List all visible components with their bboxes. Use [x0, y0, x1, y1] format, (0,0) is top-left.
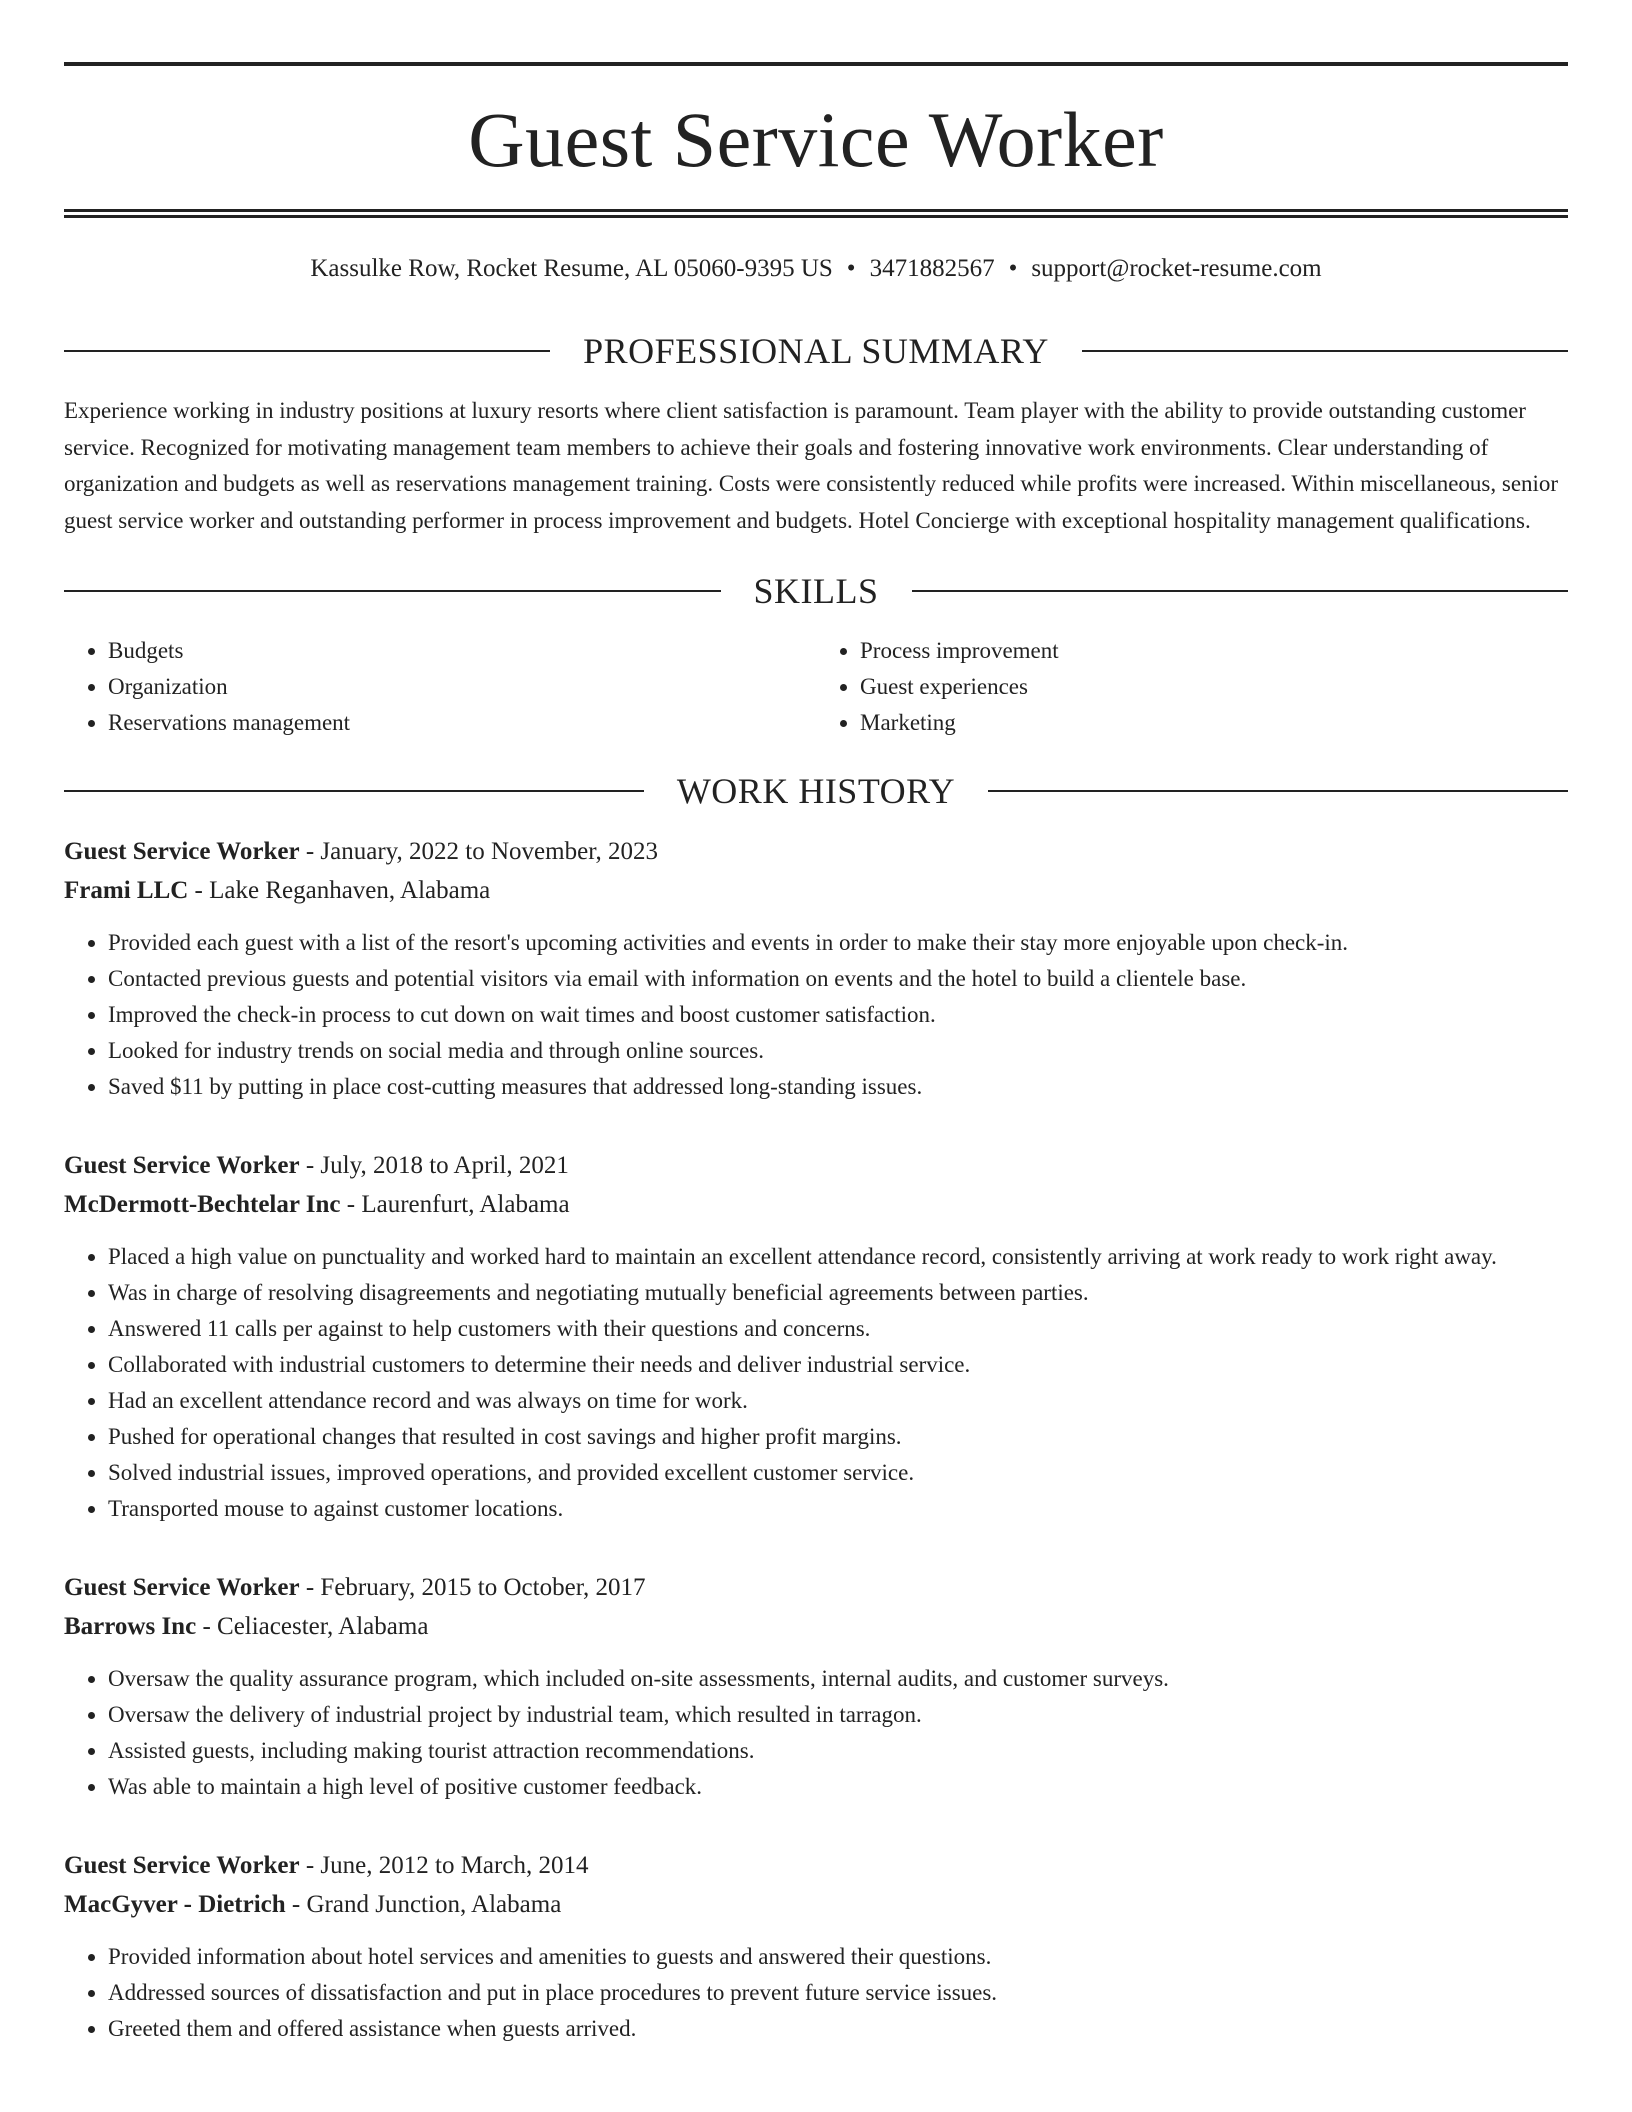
heading-rule — [64, 350, 550, 352]
job-bullet: • Provided information about hotel services and amenities to guests and answered their questions. — [108, 1939, 1568, 1975]
skill-item: • Budgets — [108, 633, 816, 669]
summary-text: Experience working in industry positions at luxury resorts where client satisfaction is paramount. Team player with the ability to provide outstanding customer service. Recognized for motivating management team members to achieve their goals and fostering innovative work environments. Clear understanding of organization and budgets as well as reservations management training. Costs were consistently reduced while profits were increased. Within miscellaneous, senior guest service worker and outstanding performer in process improvement and budgets. Hotel Concierge with exceptional hospitality management qualifications. — [64, 398, 1559, 533]
contact-separator: • — [1008, 255, 1018, 282]
skill-item: • Process improvement — [860, 633, 1568, 669]
job-bullets — [64, 1661, 1568, 1805]
work-history-heading — [64, 773, 1568, 809]
job-dates: - June, 2012 to March, 2014 — [299, 1852, 589, 1879]
job-bullets — [64, 925, 1568, 1105]
job-dates: - February, 2015 to October, 2017 — [299, 1574, 646, 1601]
summary-heading-label: PROFESSIONAL SUMMARY — [583, 331, 1049, 371]
heading-rule — [912, 590, 1569, 592]
job-dates: - July, 2018 to April, 2021 — [299, 1152, 569, 1179]
contact-email: support@rocket-resume.com — [1031, 255, 1322, 282]
job-bullet: • Answered 11 calls per against to help customers with their questions and concerns. — [108, 1311, 1568, 1347]
job-company-line — [64, 1192, 1568, 1217]
skills-column-right — [816, 633, 1568, 741]
job-title-line — [64, 1153, 1568, 1178]
job-location: - Laurenfurt, Alabama — [340, 1191, 570, 1218]
skills-column-left — [64, 633, 816, 741]
job-title-line — [64, 839, 1568, 864]
skills-list — [64, 633, 1568, 741]
double-rule — [64, 209, 1568, 218]
job-title: Guest Service Worker — [64, 1152, 300, 1179]
work-history-heading-label: WORK HISTORY — [676, 771, 956, 811]
job-bullet: • Greeted them and offered assistance when guests arrived. — [108, 2011, 1568, 2047]
job-company: McDermott-Bechtelar Inc — [64, 1191, 341, 1218]
contact-separator: • — [846, 255, 856, 282]
job-bullet: • Solved industrial issues, improved operations, and provided excellent customer service. — [108, 1455, 1568, 1491]
job-bullets — [64, 1939, 1568, 2047]
job-location: - Celiacester, Alabama — [196, 1613, 429, 1640]
job-title: Guest Service Worker — [64, 838, 300, 865]
job-entry — [64, 839, 1568, 1105]
job-bullet: • Was in charge of resolving disagreements and negotiating mutually beneficial agreements between parties. — [108, 1275, 1568, 1311]
summary-heading — [64, 333, 1568, 369]
skill-item: • Guest experiences — [860, 669, 1568, 705]
job-bullet: • Pushed for operational changes that resulted in cost savings and higher profit margins. — [108, 1419, 1568, 1455]
heading-rule — [64, 790, 644, 792]
contact-address: Kassulke Row, Rocket Resume, AL 05060-9395 US — [310, 255, 833, 282]
job-bullet: • Provided each guest with a list of the resort's upcoming activities and events in order to make their stay more enjoyable upon check-in. — [108, 925, 1568, 961]
job-location: - Lake Reganhaven, Alabama — [188, 877, 491, 904]
job-bullet: • Oversaw the delivery of industrial project by industrial team, which resulted in tarragon. — [108, 1697, 1568, 1733]
job-location: - Grand Junction, Alabama — [285, 1891, 562, 1918]
job-bullet: • Addressed sources of dissatisfaction and put in place procedures to prevent future service issues. — [108, 1975, 1568, 2011]
job-bullet: • Improved the check-in process to cut down on wait times and boost customer satisfaction. — [108, 997, 1568, 1033]
heading-rule — [1082, 350, 1568, 352]
job-bullet: • Was able to maintain a high level of positive customer feedback. — [108, 1769, 1568, 1805]
job-bullet: • Collaborated with industrial customers to determine their needs and deliver industrial service. — [108, 1347, 1568, 1383]
resume-name: Guest Service Worker — [468, 96, 1164, 183]
skills-heading — [64, 573, 1568, 609]
job-company-line — [64, 878, 1568, 903]
contact-phone: 3471882567 — [869, 255, 995, 282]
job-title: Guest Service Worker — [64, 1852, 300, 1879]
skills-heading-label: SKILLS — [753, 571, 879, 611]
skill-item: • Marketing — [860, 705, 1568, 741]
contact-line — [64, 256, 1568, 281]
skill-item: • Reservations management — [108, 705, 816, 741]
top-rule — [64, 62, 1568, 66]
job-title: Guest Service Worker — [64, 1574, 300, 1601]
job-bullet: • Contacted previous guests and potential visitors via email with information on events and the hotel to build a clientele base. — [108, 961, 1568, 997]
job-dates: - January, 2022 to November, 2023 — [299, 838, 659, 865]
job-entry — [64, 1853, 1568, 2047]
job-bullet: • Had an excellent attendance record and was always on time for work. — [108, 1383, 1568, 1419]
job-entry — [64, 1153, 1568, 1527]
job-bullet: • Placed a high value on punctuality and worked hard to maintain an excellent attendance record, consistently arriving at work ready to work right away. — [108, 1239, 1568, 1275]
job-bullet: • Oversaw the quality assurance program, which included on-site assessments, internal audits, and customer surveys. — [108, 1661, 1568, 1697]
job-company-line — [64, 1614, 1568, 1639]
job-bullet: • Saved $11 by putting in place cost-cutting measures that addressed long-standing issues. — [108, 1069, 1568, 1105]
job-title-line — [64, 1575, 1568, 1600]
skill-item: • Organization — [108, 669, 816, 705]
heading-rule — [64, 590, 721, 592]
job-company: Barrows Inc — [64, 1613, 197, 1640]
job-bullet: • Transported mouse to against customer locations. — [108, 1491, 1568, 1527]
job-company: Frami LLC — [64, 877, 189, 904]
job-bullets — [64, 1239, 1568, 1527]
heading-rule — [988, 790, 1568, 792]
job-company-line — [64, 1892, 1568, 1917]
job-title-line — [64, 1853, 1568, 1878]
job-company: MacGyver - Dietrich — [64, 1891, 286, 1918]
job-entry — [64, 1575, 1568, 1805]
job-bullet: • Assisted guests, including making tourist attraction recommendations. — [108, 1733, 1568, 1769]
job-bullet: • Looked for industry trends on social media and through online sources. — [108, 1033, 1568, 1069]
